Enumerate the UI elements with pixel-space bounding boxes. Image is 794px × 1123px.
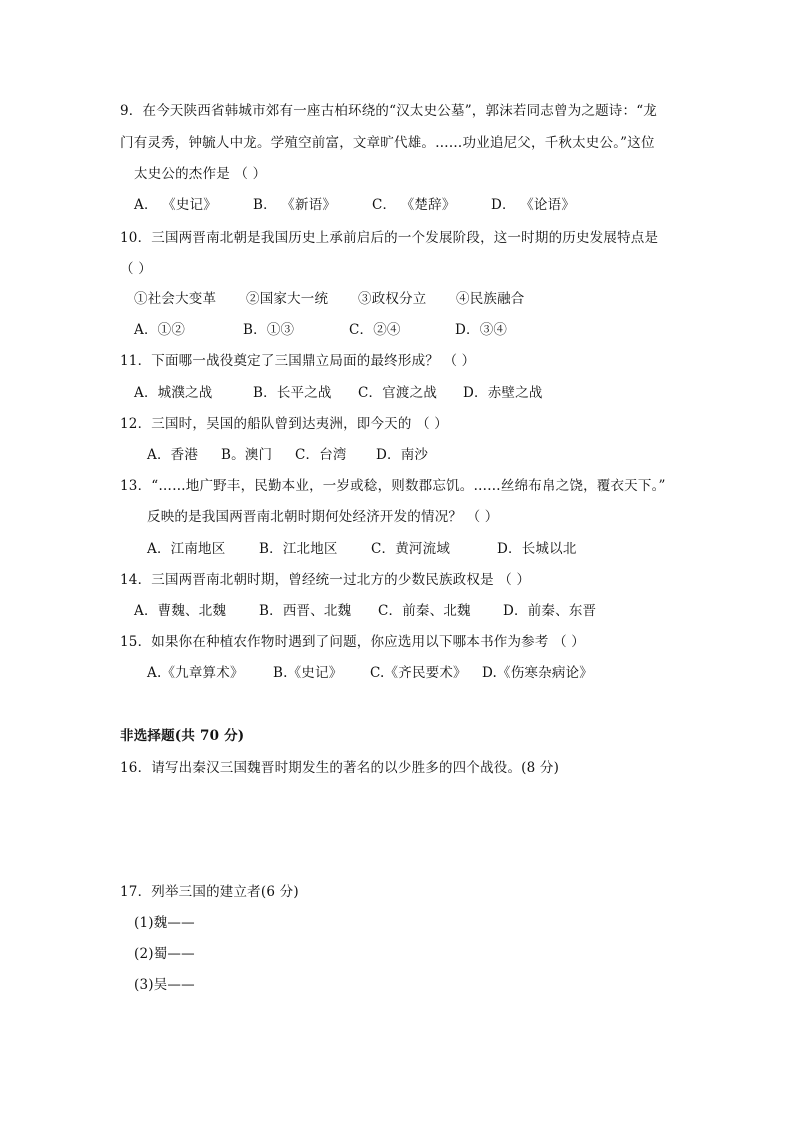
- q10-item-4: ④民族融合: [456, 291, 525, 307]
- q9-stem-line3: 太史公的杰作是 （ ）: [134, 166, 267, 182]
- q10-option-b: B．①③: [243, 322, 295, 338]
- q10-options: [134, 321, 507, 339]
- q15-option-b: B.《史记》: [273, 665, 343, 681]
- q11-option-d: D．赤壁之战: [463, 385, 543, 401]
- q9-option-a: A． 《史记》: [134, 197, 217, 213]
- q10-stem-line1: 10．三国两晋南北朝是我国历史上承前启后的一个发展阶段，这一时期的历史发展特点是: [120, 230, 659, 246]
- q9-option-c: C． 《楚辞》: [372, 197, 456, 213]
- q17-item-wei: (1)魏——: [134, 915, 195, 931]
- q11-option-a: A．城濮之战: [134, 385, 213, 401]
- section-title: 非选择题(共 70 分): [120, 728, 245, 744]
- q13-option-b: B．江北地区: [259, 541, 338, 557]
- q13-option-d: D．长城以北: [497, 541, 577, 557]
- q17-item-shu: (2)蜀——: [134, 946, 195, 962]
- q13-options: [147, 540, 577, 558]
- q15-stem: 15．如果你在种植农作物时遇到了问题，你应选用以下哪本书作为参考 （ ）: [120, 634, 585, 650]
- q10-item-1: ①社会大变革: [134, 291, 217, 307]
- q15-option-a: A.《九章算术》: [147, 665, 244, 681]
- q9-option-d: D． 《论语》: [491, 197, 576, 213]
- q14-options: [134, 602, 596, 620]
- q14-option-d: D．前秦、东晋: [503, 603, 597, 619]
- q13-option-c: C．黄河流域: [371, 541, 451, 557]
- q13-stem-line1: 13．“……地广野丰，民勤本业，一岁或稔，则数郡忘饥。……丝绵布帛之饶，覆衣天下。”: [120, 478, 666, 494]
- q14-option-a: A．曹魏、北魏: [134, 603, 227, 619]
- q9-option-b: B． 《新语》: [253, 197, 337, 213]
- q12-option-b: B。澳门: [221, 447, 273, 463]
- q10-item-2: ②国家大一统: [246, 291, 329, 307]
- q12-option-a: A．香港: [147, 447, 199, 463]
- q12-option-d: D．南沙: [376, 447, 429, 463]
- q12-option-c: C．台湾: [295, 447, 347, 463]
- q17-stem: 17．列举三国的建立者(6 分): [120, 884, 299, 900]
- q14-option-b: B．西晋、北魏: [259, 603, 352, 619]
- q13-option-a: A．江南地区: [147, 541, 226, 557]
- q14-option-c: C．前秦、北魏: [378, 603, 471, 619]
- q10-stem-line2: （ ）: [120, 261, 152, 277]
- q15-option-c: C.《齐民要术》: [370, 665, 467, 681]
- q15-options: [147, 664, 593, 682]
- q12-stem: 12．三国时，吴国的船队曾到达夷洲，即今天的 （ ）: [120, 416, 448, 432]
- q11-options: [134, 384, 543, 402]
- q9-stem-line1: 9．在今天陕西省韩城市郊有一座古柏环绕的“汉太史公墓”，郭沫若同志曾为之题诗：“龙: [120, 103, 657, 119]
- q9-options: [134, 196, 575, 214]
- q10-option-a: A．①②: [134, 322, 186, 338]
- q11-option-c: C．官渡之战: [358, 385, 438, 401]
- q15-option-d: D.《伤寒杂病论》: [482, 665, 593, 681]
- q17-item-wu: (3)吴——: [134, 977, 195, 993]
- q10-items: [134, 290, 525, 308]
- q14-stem: 14．三国两晋南北朝时期，曾经统一过北方的少数民族政权是 （ ）: [120, 572, 531, 588]
- q13-stem-line2: 反映的是我国两晋南北朝时期何处经济开发的情况？ （ ）: [147, 509, 499, 525]
- q10-option-c: C．②④: [349, 322, 401, 338]
- q9-stem-line2: 门有灵秀，钟毓人中龙。学殖空前富，文章旷代雄。……功业追尼父，千秋太史公。”这位: [120, 135, 655, 151]
- q10-item-3: ③政权分立: [358, 291, 427, 307]
- q10-option-d: D．③④: [455, 322, 508, 338]
- q16-stem: 16．请写出秦汉三国魏晋时期发生的著名的以少胜多的四个战役。(8 分): [120, 760, 560, 776]
- q12-options: [147, 446, 428, 464]
- q11-option-b: B．长平之战: [253, 385, 332, 401]
- q11-stem: 11．下面哪一战役奠定了三国鼎立局面的最终形成？ （ ）: [120, 353, 476, 369]
